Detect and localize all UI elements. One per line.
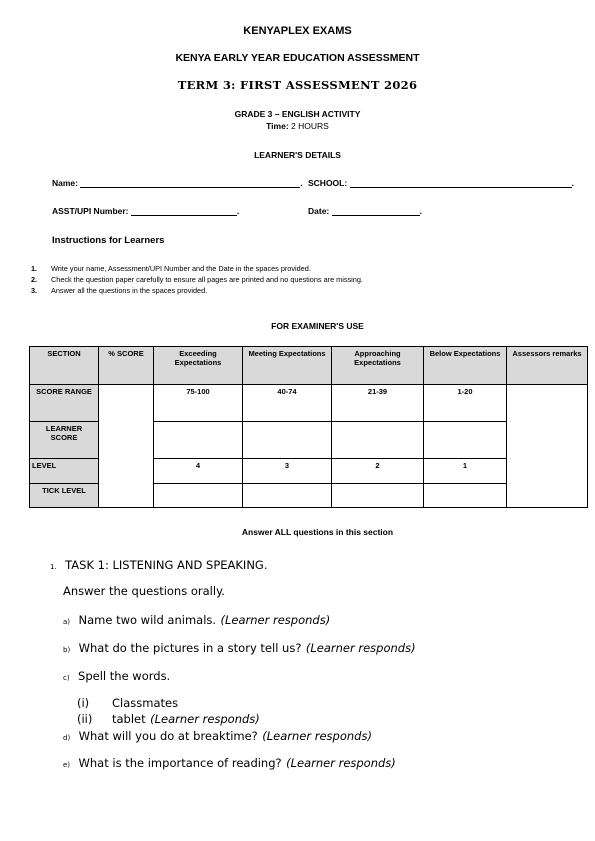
school-field-row: SCHOOL: . <box>308 178 574 188</box>
learner-score-exceeding[interactable] <box>154 422 243 459</box>
spell-word: Classmates <box>112 696 179 710</box>
question-e <box>63 754 396 772</box>
header-section: SECTION <box>30 347 99 385</box>
question-letter: a) <box>63 618 71 626</box>
question-letter: b) <box>63 646 71 654</box>
term-title: TERM 3: FIRST ASSESSMENT 2026 <box>177 78 418 92</box>
percent-score-cell[interactable] <box>99 385 154 508</box>
time-label: Time: <box>266 121 289 131</box>
instruction-text: Write your name, Assessment/UPI Number and the Date in the spaces provided. <box>51 264 311 273</box>
instructions-title: Instructions for Learners <box>52 235 165 246</box>
instruction-text: Check the question paper carefully to ensure all pages are printed and no questions are missing. <box>51 275 363 284</box>
name-label: Name: <box>52 178 78 188</box>
question-text: What is the importance of reading? <box>78 756 282 770</box>
instruction-number: 3. <box>31 286 38 295</box>
tick-level-label: TICK LEVEL <box>30 484 99 508</box>
tick-approaching[interactable] <box>332 484 424 508</box>
spell-number: (ii) <box>77 712 93 726</box>
task-number: 1. <box>50 563 57 571</box>
task-heading <box>50 556 268 574</box>
upi-field-row: ASST/UPI Number: . <box>52 206 240 216</box>
question-letter: e) <box>63 761 71 769</box>
upi-label: ASST/UPI Number: <box>52 206 129 216</box>
question-b <box>63 639 416 657</box>
spell-item <box>77 711 260 727</box>
header-percent-score: % SCORE <box>99 347 154 385</box>
learner-details-heading: LEARNER'S DETAILS <box>254 150 341 160</box>
question-note: (Learner responds) <box>262 729 372 743</box>
date-input-line[interactable] <box>332 206 420 216</box>
question-a <box>63 611 330 629</box>
learner-score-approaching[interactable] <box>332 422 424 459</box>
assessment-title: KENYA EARLY YEAR EDUCATION ASSESSMENT <box>175 52 420 64</box>
table-header-row <box>30 347 588 385</box>
time-line <box>0 121 595 131</box>
header-below: Below Expectations <box>424 347 507 385</box>
header-approaching: Approaching Expectations <box>332 347 424 385</box>
spell-list <box>77 695 260 727</box>
score-range-meeting: 40-74 <box>243 385 332 422</box>
instruction-item <box>31 263 363 274</box>
level-approaching: 2 <box>332 459 424 484</box>
name-field-row: Name: . <box>52 178 303 188</box>
table-row <box>30 385 588 422</box>
question-letter: c) <box>63 674 70 682</box>
task-title: TASK 1: LISTENING AND SPEAKING. <box>65 558 268 572</box>
time-value: 2 HOURS <box>291 121 329 131</box>
section-instruction: Answer ALL questions in this section <box>241 527 394 537</box>
examiner-use-heading: FOR EXAMINER'S USE <box>271 321 364 331</box>
score-range-below: 1-20 <box>424 385 507 422</box>
question-text: Name two wild animals. <box>78 613 217 627</box>
date-field-row: Date: . <box>308 206 423 216</box>
level-exceeding: 4 <box>154 459 243 484</box>
upi-input-line[interactable] <box>131 206 237 216</box>
level-meeting: 3 <box>243 459 332 484</box>
level-label: LEVEL <box>30 459 99 484</box>
question-text: What will you do at breaktime? <box>78 729 258 743</box>
instruction-text: Answer all the questions in the spaces provided. <box>51 286 208 295</box>
score-range-label: SCORE RANGE <box>30 385 99 422</box>
score-range-approaching: 21-39 <box>332 385 424 422</box>
question-letter: d) <box>63 734 71 742</box>
learner-score-meeting[interactable] <box>243 422 332 459</box>
spell-note: (Learner responds) <box>150 712 260 726</box>
header-meeting: Meeting Expectations <box>243 347 332 385</box>
question-text: What do the pictures in a story tell us? <box>78 641 302 655</box>
instruction-item <box>31 274 363 285</box>
date-label: Date: <box>308 206 330 216</box>
spell-item <box>77 695 260 711</box>
level-below: 1 <box>424 459 507 484</box>
school-label: SCHOOL: <box>308 178 348 188</box>
learner-score-label: LEARNER SCORE <box>30 422 99 459</box>
assessors-remarks-cell[interactable] <box>507 385 588 508</box>
spell-number: (i) <box>77 696 90 710</box>
question-text: Spell the words. <box>78 669 171 683</box>
grade-title: GRADE 3 – ENGLISH ACTIVITY <box>234 109 361 119</box>
exam-org-title: KENYAPLEX EXAMS <box>243 25 352 37</box>
header-exceeding: Exceeding Expectations <box>154 347 243 385</box>
instruction-number: 1. <box>31 264 38 273</box>
instructions-list <box>31 263 363 296</box>
task-intro: Answer the questions orally. <box>63 584 225 598</box>
tick-meeting[interactable] <box>243 484 332 508</box>
examiner-table <box>29 346 588 508</box>
header-remarks: Assessors remarks <box>507 347 588 385</box>
score-range-exceeding: 75-100 <box>154 385 243 422</box>
school-input-line[interactable] <box>350 178 572 188</box>
instruction-item <box>31 285 363 296</box>
question-c <box>63 667 170 685</box>
question-d <box>63 727 372 745</box>
spell-word: tablet <box>112 712 146 726</box>
question-note: (Learner responds) <box>220 613 331 627</box>
question-note: (Learner responds) <box>286 756 396 770</box>
name-input-line[interactable] <box>80 178 300 188</box>
learner-score-below[interactable] <box>424 422 507 459</box>
tick-below[interactable] <box>424 484 507 508</box>
question-note: (Learner responds) <box>305 641 416 655</box>
tick-exceeding[interactable] <box>154 484 243 508</box>
instruction-number: 2. <box>31 275 38 284</box>
